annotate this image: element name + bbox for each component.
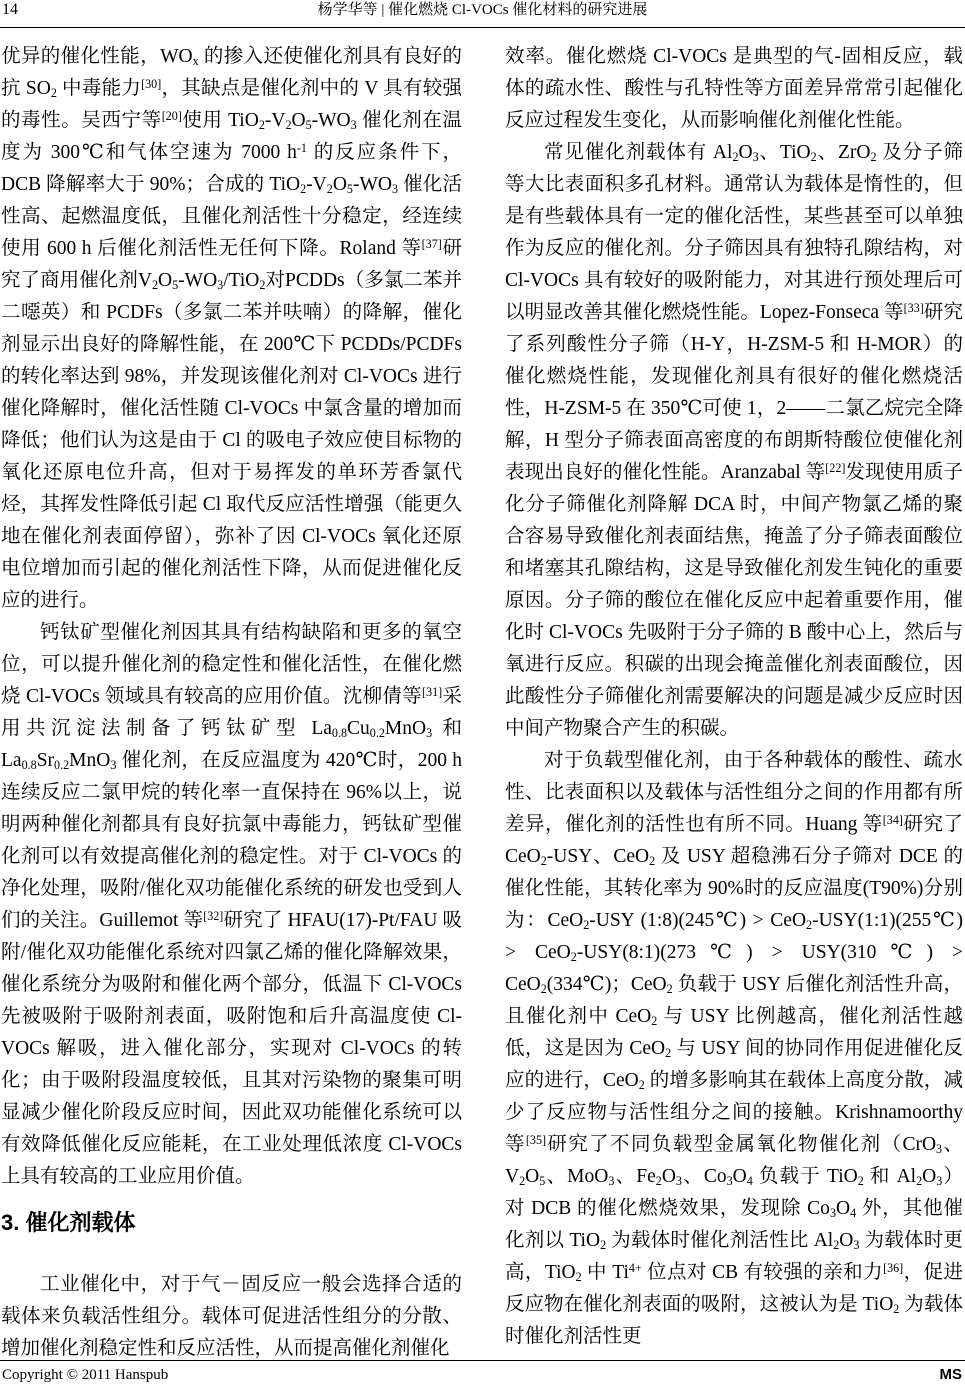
paragraph: 工业催化中，对于气－固反应一般会选择合适的载体来负载活性组分。载体可促进活性组分的分散、增加催化剂稳定性和反应活性，从而提高催化剂催化 <box>1 1274 462 1359</box>
subscript: 4 <box>850 1206 857 1221</box>
superscript: -1 <box>296 140 307 155</box>
subscript: 2 <box>285 118 292 133</box>
footer-rule <box>0 1360 965 1361</box>
subscript: x <box>192 54 199 69</box>
subscript: 3 <box>350 118 357 133</box>
subscript: 3 <box>853 1238 860 1253</box>
subscript: 2 <box>649 854 656 869</box>
subscript: 2 <box>519 1174 526 1189</box>
subscript: 5 <box>305 118 312 133</box>
subscript: 2 <box>833 1238 840 1253</box>
citation-marker: [22] <box>825 460 846 475</box>
subscript: 2 <box>810 150 817 165</box>
subscript: 2 <box>870 150 877 165</box>
subscript: 2 <box>258 118 265 133</box>
subscript: 2 <box>732 150 739 165</box>
subscript: 3 <box>426 726 433 741</box>
subscript: 2 <box>50 86 57 101</box>
subscript: 3 <box>936 1142 943 1157</box>
subscript: 2 <box>651 1014 658 1029</box>
paragraph: 对于负载型催化剂，由于各种载体的酸性、疏水性、比表面积以及载体与活性组分之间的作用都有所差异，催化剂的活性也有所不同。Huang 等[34]研究了 CeO$_2$-USY、CeO$_2$ 及 USY 超稳沸石分子筛对 DCE 的催化性能，其转化率为 90%时的反应温度(T90%)分别为：CeO$_2$-USY (1:8)(245℃) > CeO$_2$-USY(1:1)(255℃) > CeO$_2$-USY(8:1)(273℃) > USY(310℃) > CeO$_2$(334℃)；CeO$_2$ 负载于 USY 后催化剂活性升高，且催化剂中 CeO$_2$ 与 USY 比例越高，催化剂活性越低，这是因为 CeO$_2$ 与 USY 间的协同作用促进催化反应的进行，CeO$_2$ 的增多影响其在载体上高度分散，减少了反应物与活性组分之间的接触。Krishnamoorthy 等[35]研究了不同负载型金属氧化物催化剂（CrO$_3$、$V_2O_5$、MoO$_3$、$Fe_2O_3$、$Co_3O_4$ 负载于 TiO$_2$ 和 $Al_2O_3$）对 DCB 的催化燃烧效果，发现除 $Co_3O_4$ 外，其他催化剂以 TiO$_2$ 为载体时催化剂活性比 $Al_2O_3$ 为载体时更高，TiO$_2$ 中 $Ti^{4+}$ 位点对 CB 有较强的亲和力[36]，促进反应物在催化剂表面的吸附，这被认为是 TiO$_2$ 为载体时催化剂活性更 <box>505 750 963 1347</box>
subscript: 3 <box>608 1174 615 1189</box>
subscript: 5 <box>346 182 353 197</box>
subscript: 2 <box>583 918 590 933</box>
citation-marker: [35] <box>525 1132 547 1147</box>
subscript: 2 <box>916 1174 923 1189</box>
subscript: 4 <box>746 1174 753 1189</box>
subscript: 3 <box>752 150 759 165</box>
subscript: 3 <box>829 1206 836 1221</box>
subscript: 2 <box>666 982 673 997</box>
subscript: 5 <box>172 278 179 293</box>
superscript: 4+ <box>628 1260 642 1275</box>
subscript: 2 <box>300 182 307 197</box>
running-title: 杨学华等 | 催化燃烧 Cl-VOCs 催化材料的研究进展 <box>317 2 648 18</box>
subscript: 0.2 <box>54 758 70 773</box>
subscript: 2 <box>540 982 547 997</box>
subscript: 3 <box>391 182 398 197</box>
citation-marker: [36] <box>883 1260 904 1275</box>
subscript: 2 <box>152 278 159 293</box>
subscript: 0.8 <box>21 758 37 773</box>
subscript: 2 <box>806 918 813 933</box>
subscript: 2 <box>665 1046 672 1061</box>
right-text-column <box>505 41 963 1353</box>
paragraph: 钙钛矿型催化剂因其具有结构缺陷和更多的氧空位，可以提升催化剂的稳定性和催化活性，在催化燃烧 Cl-VOCs 领域具有较高的应用价值。沈柳倩等[31]采用共沉淀法制备了钙钛矿型 $La_{0.8}Cu_{0.2}MnO_3$ 和 $La_{0.8}Sr_{0.2}MnO_3$ 催化剂，在反应温度为 420℃时，200 h 连续反应二氯甲烷的转化率一直保持在 96%以上，说明两种催化剂都具有良好抗氯中毒能力，钙钛矿型催化剂可以有效提高催化剂的稳定性。对于 Cl-VOCs 的净化处理，吸附/催化双功能催化系统的研发也受到人们的关注。Guillemot 等[32]研究了 HFAU(17)-Pt/FAU 吸附/催化双功能催化系统对四氯乙烯的催化降解效果，催化系统分为吸附和催化两个部分，低温下 Cl-VOCs 先被吸附于吸附剂表面，吸附饱和后升高温度使 Cl-VOCs 解吸，进入催化部分，实现对 Cl-VOCs 的转化；由于吸附段温度较低，且其对污染物的聚集可明显减少催化阶段反应时间，因此双功能催化系统可以有效降低催化反应能耗，在工业处理低浓度 Cl-VOCs 上具有较高的工业应用价值。 <box>1 622 463 1187</box>
left-text-column <box>1 41 462 1365</box>
paragraph: 优异的催化性能，$WO_x$ 的掺入还使催化剂具有良好的抗 $SO_2$ 中毒能力[30]，其缺点是催化剂中的 V 具有较强的毒性。吴西宁等[20]使用 $TiO_2-V_2O_5-WO_3$ 催化剂在温度为 300℃和气体空速为 7000 $h^{-1}$ 的反应条件下，DCB 降解率大于 90%；合成的 $TiO_2-V_2O_5-WO_3$ 催化活性高、起燃温度低，且催化剂活性十分稳定，经连续使用 600 h 后催化剂活性无任何下降。Roland 等[37]研究了商用催化剂$V_2O_5-WO_3/TiO_2$对PCDDs（多氯二苯并二噁英）和 PCDFs（多氯二苯并呋喃）的降解，催化剂显示出良好的降解性能，在 200℃下 PCDDs/PCDFs 的转化率达到 98%，并发现该催化剂对 Cl-VOCs 进行催化降解时，催化活性随 Cl-VOCs 中氯含量的增加而降低；他们认为这是由于 Cl 的吸电子效应使目标物的氧化还原电位升高，但对于易挥发的单环芳香氯代烃，其挥发性降低引起 Cl 取代反应活性增强（能更久地在催化剂表面停留），弥补了因 Cl-VOCs 氧化还原电位增加而引起的催化剂活性下降，从而促进催化反应的进行。 <box>1 46 462 611</box>
paragraph: 效率。催化燃烧 Cl-VOCs 是典型的气-固相反应，载体的疏水性、酸性与孔特性等方面差异常常引起催化反应过程发生变化，从而影响催化剂催化性能。 <box>505 46 963 131</box>
subscript: 2 <box>570 950 577 965</box>
subscript: 2 <box>259 278 266 293</box>
subscript: 2 <box>857 1174 864 1189</box>
header-rule <box>0 27 965 28</box>
subscript: 0.8 <box>331 726 348 741</box>
subscript: 3 <box>936 1174 943 1189</box>
subscript: 2 <box>326 182 333 197</box>
journal-abbreviation: MS <box>939 1366 962 1383</box>
subscript: 3 <box>726 1174 733 1189</box>
subscript: 3 <box>675 1174 682 1189</box>
subscript: 2 <box>893 1302 900 1317</box>
subscript: 3 <box>110 758 117 773</box>
page-number: 14 <box>2 1 18 18</box>
citation-marker: [31] <box>422 684 443 699</box>
copyright-notice: Copyright © 2011 Hanspub <box>2 1367 169 1383</box>
citation-marker: [34] <box>882 812 903 827</box>
subscript: 0.2 <box>369 726 385 741</box>
citation-marker: [32] <box>203 908 224 923</box>
page-header <box>0 0 965 20</box>
section-heading: 3. 催化剂载体 <box>1 1210 136 1235</box>
subscript: 2 <box>655 1174 662 1189</box>
citation-marker: [20] <box>161 108 182 123</box>
paragraph: 常见催化剂载体有 $Al_2O_3$、TiO$_2$、ZrO$_2$ 及分子筛等大比表面积多孔材料。通常认为载体是惰性的，但是有些载体具有一定的催化活性，某些甚至可以单独作为反应的催化剂。分子筛因具有独特孔隙结构，对 Cl-VOCs 具有较好的吸附能力，对其进行预处理后可以明显改善其催化燃烧性能。Lopez-Fonseca 等[33]研究了系列酸性分子筛（H-Y，H-ZSM-5 和 H-MOR）的催化燃烧性能，发现催化剂具有很好的催化燃烧活性，H-ZSM-5 在 350℃可使 1，2——二氯乙烷完全降解，H 型分子筛表面高密度的布朗斯特酸位使催化剂表现出良好的催化性能。Aranzabal 等[22]发现使用质子化分子筛催化剂降解 DCA 时，中间产物氯乙烯的聚合容易导致催化剂表面结焦，掩盖了分子筛表面酸位和堵塞其孔隙结构，这是导致催化剂发生钝化的重要原因。分子筛的酸位在催化反应中起着重要作用，催化时 Cl-VOCs 先吸附于分子筛的 B 酸中心上，然后与氧进行反应。积碳的出现会掩盖催化剂表面酸位，因此酸性分子筛催化剂需要解决的问题是减少反应时因中间产物聚合产生的积碳。 <box>505 142 963 739</box>
subscript: 2 <box>638 1078 645 1093</box>
citation-marker: [30] <box>141 76 162 91</box>
subscript: 5 <box>539 1174 546 1189</box>
subscript: 2 <box>540 854 547 869</box>
page-footer <box>0 1366 965 1384</box>
citation-marker: [33] <box>903 300 924 315</box>
citation-marker: [37] <box>421 236 442 251</box>
subscript: 3 <box>217 278 224 293</box>
subscript: 2 <box>575 1270 582 1285</box>
subscript: 2 <box>600 1238 607 1253</box>
